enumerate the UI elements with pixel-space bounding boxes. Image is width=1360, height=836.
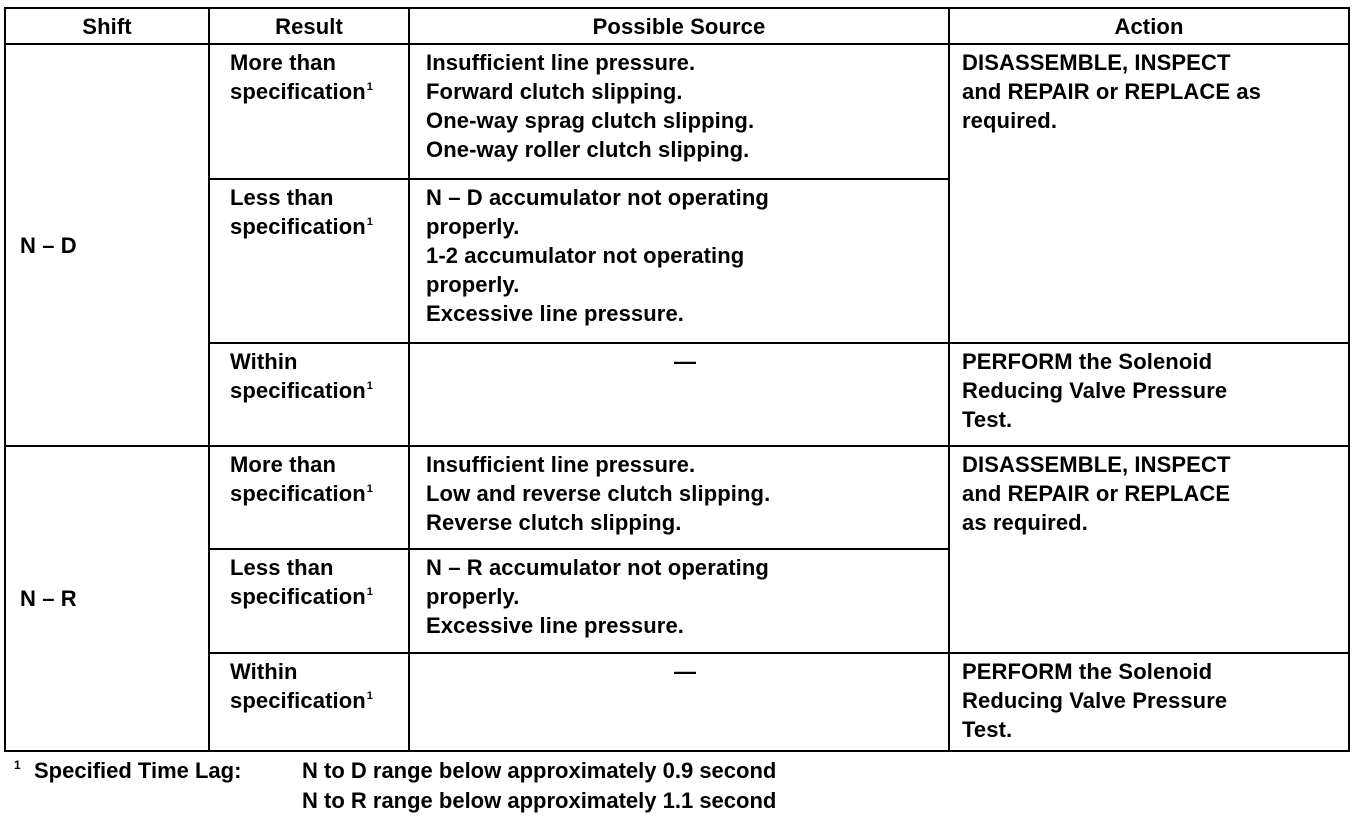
result-line: More than <box>230 452 337 477</box>
action-cell <box>949 653 1349 751</box>
action-line: Reducing Valve Pressure <box>962 378 1228 403</box>
source-line: One-way sprag clutch slipping. <box>426 108 755 133</box>
result-cell <box>209 446 409 549</box>
source-dash: — <box>673 659 697 684</box>
action-line: required. <box>962 108 1058 133</box>
source-cell <box>409 653 949 751</box>
footnote-marker: 1 <box>14 758 21 772</box>
result-line: Less than <box>230 185 334 210</box>
result-cell <box>209 549 409 653</box>
source-line: Excessive line pressure. <box>426 613 685 638</box>
source-line: 1-2 accumulator not operating <box>426 243 745 268</box>
result-cell <box>209 44 409 179</box>
footnote-ref: 1 <box>366 483 374 495</box>
source-cell <box>409 446 949 549</box>
header-result: Result <box>209 8 409 44</box>
result-line: specification <box>230 481 366 506</box>
footnote-ref: 1 <box>366 81 374 93</box>
action-line: and REPAIR or REPLACE as <box>962 79 1262 104</box>
source-line: Excessive line pressure. <box>426 301 685 326</box>
result-line: Within <box>230 349 298 374</box>
shift-label: N – R <box>20 586 77 611</box>
source-line: N – D accumulator not operating <box>426 185 769 210</box>
action-cell <box>949 446 1349 653</box>
footnote-line: N to R range below approximately 1.1 second <box>302 788 777 813</box>
header-row <box>5 8 1349 44</box>
action-line: as required. <box>962 510 1088 535</box>
footnote-ref: 1 <box>366 690 374 702</box>
shift-cell-n-r <box>5 446 209 751</box>
result-line: specification <box>230 378 366 403</box>
footnote-ref: 1 <box>366 216 374 228</box>
result-cell <box>209 653 409 751</box>
footnote <box>4 756 1348 820</box>
result-line: specification <box>230 584 366 609</box>
source-line: Low and reverse clutch slipping. <box>426 481 771 506</box>
table-row <box>5 44 1349 179</box>
action-line: Reducing Valve Pressure <box>962 688 1228 713</box>
footnote-ref: 1 <box>366 380 374 392</box>
action-cell <box>949 44 1349 343</box>
source-cell <box>409 44 949 179</box>
result-line: Less than <box>230 555 334 580</box>
footnote-label: Specified Time Lag: <box>34 758 242 783</box>
diagnosis-sheet <box>4 7 1348 820</box>
source-line: N – R accumulator not operating <box>426 555 769 580</box>
shift-cell-n-d <box>5 44 209 446</box>
header-action: Action <box>949 8 1349 44</box>
source-dash: — <box>673 349 697 374</box>
source-line: Insufficient line pressure. <box>426 50 696 75</box>
source-line: Forward clutch slipping. <box>426 79 683 104</box>
action-line: PERFORM the Solenoid <box>962 349 1213 374</box>
source-line: properly. <box>426 584 520 609</box>
result-line-spec <box>230 479 404 508</box>
result-line: specification <box>230 79 366 104</box>
header-shift: Shift <box>5 8 209 44</box>
result-line-spec <box>230 582 404 611</box>
result-cell <box>209 179 409 343</box>
shift-time-lag-diagnosis-table <box>4 7 1350 752</box>
footnote-ref: 1 <box>366 586 374 598</box>
source-line: Insufficient line pressure. <box>426 452 696 477</box>
source-cell <box>409 549 949 653</box>
source-cell <box>409 343 949 446</box>
result-line: specification <box>230 688 366 713</box>
table-body <box>5 44 1349 751</box>
result-line-spec <box>230 77 404 106</box>
action-line: Test. <box>962 407 1013 432</box>
result-line: Within <box>230 659 298 684</box>
source-line: Reverse clutch slipping. <box>426 510 682 535</box>
table-row <box>5 446 1349 549</box>
action-line: and REPAIR or REPLACE <box>962 481 1231 506</box>
action-line: PERFORM the Solenoid <box>962 659 1213 684</box>
action-cell <box>949 343 1349 446</box>
source-line: properly. <box>426 272 520 297</box>
header-possible-source: Possible Source <box>409 8 949 44</box>
shift-label: N – D <box>20 232 77 258</box>
source-cell <box>409 179 949 343</box>
action-line: DISASSEMBLE, INSPECT <box>962 452 1231 477</box>
footnote-line: N to D range below approximately 0.9 second <box>302 758 777 783</box>
table-header <box>5 8 1349 44</box>
result-line-spec <box>230 686 404 715</box>
result-line: More than <box>230 50 337 75</box>
action-line: Test. <box>962 717 1013 742</box>
result-cell <box>209 343 409 446</box>
result-line: specification <box>230 214 366 239</box>
action-line: DISASSEMBLE, INSPECT <box>962 50 1231 75</box>
result-line-spec <box>230 212 404 241</box>
source-line: One-way roller clutch slipping. <box>426 137 750 162</box>
source-line: properly. <box>426 214 520 239</box>
result-line-spec <box>230 376 404 405</box>
